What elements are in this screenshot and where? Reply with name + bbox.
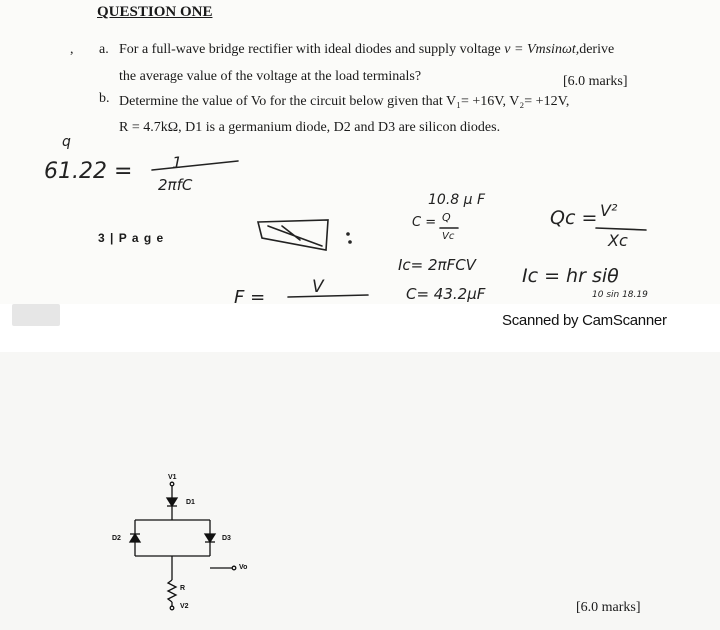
hw-eq1-den: 2πfC	[158, 176, 193, 194]
question-b-line1: Determine the value of Vo for the circuit below given that V₁= +16V, V₂= +12V,	[119, 94, 570, 109]
label-v1: V1	[168, 474, 177, 481]
hw-qc-eq: Qc =	[550, 207, 598, 229]
question-a-formula: v = Vmsinωt,	[504, 42, 580, 57]
question-a-label: a.	[99, 42, 109, 57]
terminal-v2	[170, 606, 174, 610]
label-v2: V2	[180, 603, 189, 610]
hw-eq1-left: 61.22 =	[44, 159, 133, 184]
page-number: 3 | P a g e	[98, 231, 165, 245]
hw-qc-num: V²	[600, 201, 618, 220]
hw-eq1-num: 1	[172, 153, 183, 172]
question-a-end: derive	[579, 42, 615, 57]
diode-d1	[167, 498, 177, 506]
resistor-r	[168, 580, 176, 602]
hw-small-note: 10 sin 18.19	[592, 290, 648, 300]
terminal-v1	[170, 482, 174, 486]
hw-qc-den: Xc	[608, 231, 628, 250]
question-b-label: b.	[99, 91, 110, 106]
question-a-text: For a full-wave bridge rectifier with ideal diodes and supply voltage	[119, 42, 501, 57]
hw-f-eq: F =	[234, 287, 266, 304]
diode-d2	[130, 534, 140, 542]
hw-ic-eq: Ic= 2πFCV	[398, 256, 476, 274]
hw-c-result: C= 43.2μF	[406, 285, 486, 303]
hw-cap-value: 10.8 μ F	[428, 192, 486, 208]
question-a-marks: [6.0 marks]	[563, 74, 628, 89]
label-d1: D1	[186, 499, 195, 506]
question-a-line2: the average value of the voltage at the load terminals?	[119, 69, 422, 84]
question-b-line2: R = 4.7kΩ, D1 is a germanium diode, D2 and D3 are silicon diodes.	[119, 120, 501, 135]
hw-f-num: V	[312, 277, 324, 297]
label-vo: Vo	[239, 564, 248, 571]
label-r: R	[180, 585, 186, 592]
hw-c-eq: C =	[412, 215, 437, 230]
scanner-watermark: Scanned by CamScanner	[502, 312, 667, 329]
hw-c-frac-den: Vc	[442, 231, 455, 242]
terminal-vo	[232, 566, 236, 570]
label-d3: D3	[222, 535, 231, 542]
question-heading: QUESTION ONE	[97, 4, 213, 20]
diode-d3	[205, 534, 215, 542]
label-d2: D2	[112, 535, 121, 542]
bullet-mark: ,	[70, 42, 74, 57]
hw-ic-eq2: Ic = hr siθ	[522, 265, 619, 287]
hw-c-frac-num: Q	[442, 211, 451, 224]
question-b-marks: [6.0 marks]	[576, 600, 641, 615]
hw-margin-note: q	[62, 134, 71, 150]
